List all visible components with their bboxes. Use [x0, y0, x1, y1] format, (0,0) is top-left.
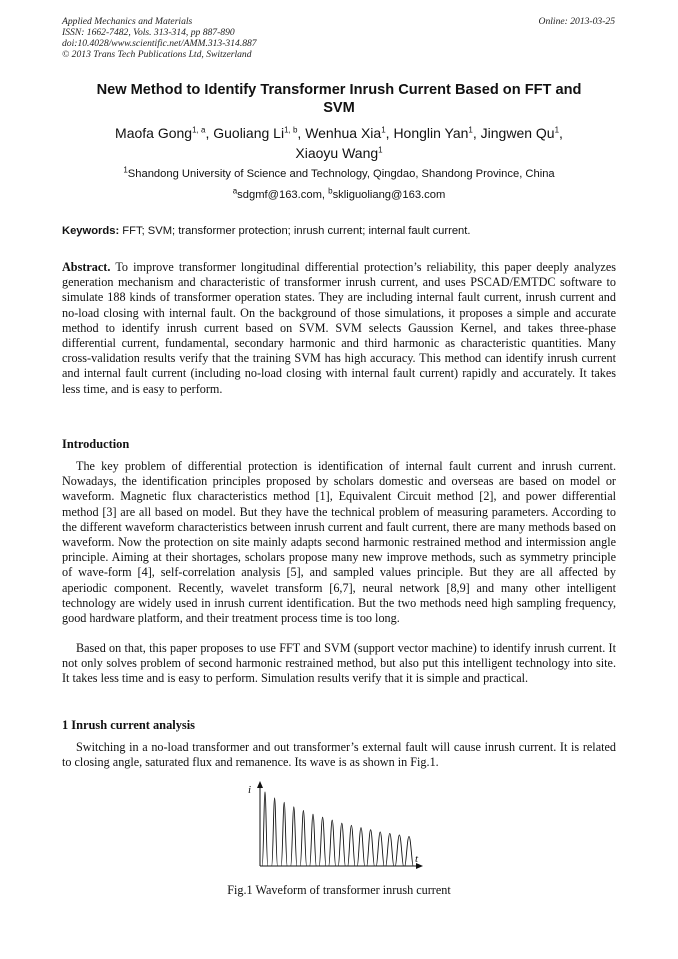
- section1-paragraph: Switching in a no-load transformer and out transformer’s external fault will cause inrush current. It is related to closing angle, saturated flux and remanence. Its wave is as shown in Fig.1.: [62, 740, 616, 770]
- paper-title: [62, 81, 616, 117]
- online-date: Online: 2013-03-25: [538, 16, 615, 27]
- waveform-pulse: [262, 792, 268, 866]
- affiliation: $^1$Shandong University of Science and Technology, Qingdao, Shandong Province, China: [123, 165, 555, 180]
- waveform-pulse: [300, 811, 306, 867]
- figure-inrush-waveform: [240, 780, 430, 876]
- y-axis-arrow: [257, 781, 263, 788]
- keywords-text: FFT; SVM; transformer protection; inrush current; internal fault current.: [119, 225, 471, 237]
- doi-line: doi:10.4028/www.scientific.net/AMM.313-314.887: [62, 38, 257, 49]
- journal-name: Applied Mechanics and Materials: [62, 16, 193, 27]
- author: Guoliang Li$^{1, b}$,: [213, 125, 306, 141]
- author: Wenhua Xia$^1$,: [305, 125, 394, 141]
- waveform-pulse: [310, 814, 317, 866]
- author-list: [62, 123, 616, 163]
- abstract-label: Abstract.: [62, 260, 111, 274]
- x-axis-label: t: [415, 853, 419, 865]
- journal-header: [62, 16, 257, 60]
- waveform-pulse: [348, 825, 355, 866]
- issn-line: ISSN: 1662-7482, Vols. 313-314, pp 887-890: [62, 27, 235, 38]
- waveform-group: [262, 792, 413, 866]
- section-heading-introduction: Introduction: [62, 437, 130, 451]
- title-line-1: New Method to Identify Transformer Inrush Current Based on FFT and: [96, 82, 582, 98]
- author: Xiaoyu Wang$^1$: [295, 145, 383, 161]
- section-heading-inrush: 1 Inrush current analysis: [62, 718, 195, 732]
- waveform-pulse: [338, 823, 345, 866]
- waveform-pulse: [405, 836, 413, 866]
- email-link[interactable]: skliguoliang@163.com: [332, 189, 446, 201]
- waveform-pulse: [291, 807, 297, 866]
- waveform-pulse: [329, 820, 336, 866]
- keywords: [62, 224, 616, 238]
- title-line-2: SVM: [323, 100, 355, 116]
- figure-caption: Fig.1 Waveform of transformer inrush current: [227, 883, 451, 897]
- waveform-pulse: [395, 835, 403, 866]
- waveform-pulse: [357, 828, 364, 866]
- author: Jingwen Qu$^1$,: [480, 125, 563, 141]
- intro-paragraph-1: The key problem of differential protection is identification of internal fault current and inrush current. Nowadays, the identification principles proposed by scholars domestic and overseas are based on model or waveform. Magnetic flux characteristics method [1], Equivalent Circuit method [2], and power differential method [3] are all based on model. But they have the technical problem of measuring parameters. According to the different waveform characteristics between inrush current and fault current, there are many methods based on waveform. Now the protection on site mainly adapts second harmonic restrained method and intermission angle principle. Aiming at their shortages, scholars propose many new improve methods, such as symmetry principle of wave-form [4], self-correlation analysis [5], and sampled values principle. But they are all affected by aperiodic component. Recently, wavelet transform [6,7], neural network [8,9] and many other intelligent technology are widely used in inrush current identification. But the two methods need high sampling frequency, good hardware platform, and their treatment process time is too long.: [62, 459, 616, 626]
- abstract-text: To improve transformer longitudinal differential protection’s reliability, this paper deeply analyzes generation mechanism and characteristic of transformer inrush current, and uses PSCAD/EMTDC software to simulate 188 kinds of transformer operation states. They are including internal fault current, inrush current and no-load closing with internal fault. On the background of those simulations, it proposes a simple and accurate method to identify inrush current based on SVM. SVM selects Gaussion Kernel, and takes three-phase differential current, fundamental, secondary harmonic and third harmonic as characteristic quantities. Many cross-validation results verify that the training SVM has high accuracy. This method can identify inrush current and internal fault current (including no-load closing with internal fault current) rapidly and accurately. It takes less time, and is easy to perform.: [62, 260, 616, 396]
- intro-paragraph-2: Based on that, this paper proposes to use FFT and SVM (support vector machine) to identify inrush current. It not only solves problem of second harmonic restrained method, but also put this intelligent technology into site. It takes less time and is easy to perform. Simulation results verify that it is simple and practical.: [62, 641, 616, 686]
- email-link[interactable]: sdgmf@163.com,: [237, 189, 329, 201]
- y-axis-label: i: [248, 784, 252, 796]
- waveform-pulse: [367, 830, 375, 866]
- author: Honglin Yan$^1$,: [393, 125, 481, 141]
- keywords-label: Keywords:: [62, 225, 120, 237]
- copyright-line: © 2013 Trans Tech Publications Ltd, Switzerland: [62, 49, 252, 60]
- author-emails: $^a$sdgmf@163.com, $^b$skliguoliang@163.com: [232, 186, 446, 201]
- author: Maofa Gong$^{1, a}$,: [115, 125, 214, 141]
- waveform-pulse: [281, 802, 287, 866]
- waveform-pulse: [319, 817, 326, 866]
- waveform-pulse: [386, 833, 394, 866]
- waveform-pulse: [272, 798, 278, 866]
- abstract: [62, 260, 616, 397]
- waveform-pulse: [376, 832, 384, 866]
